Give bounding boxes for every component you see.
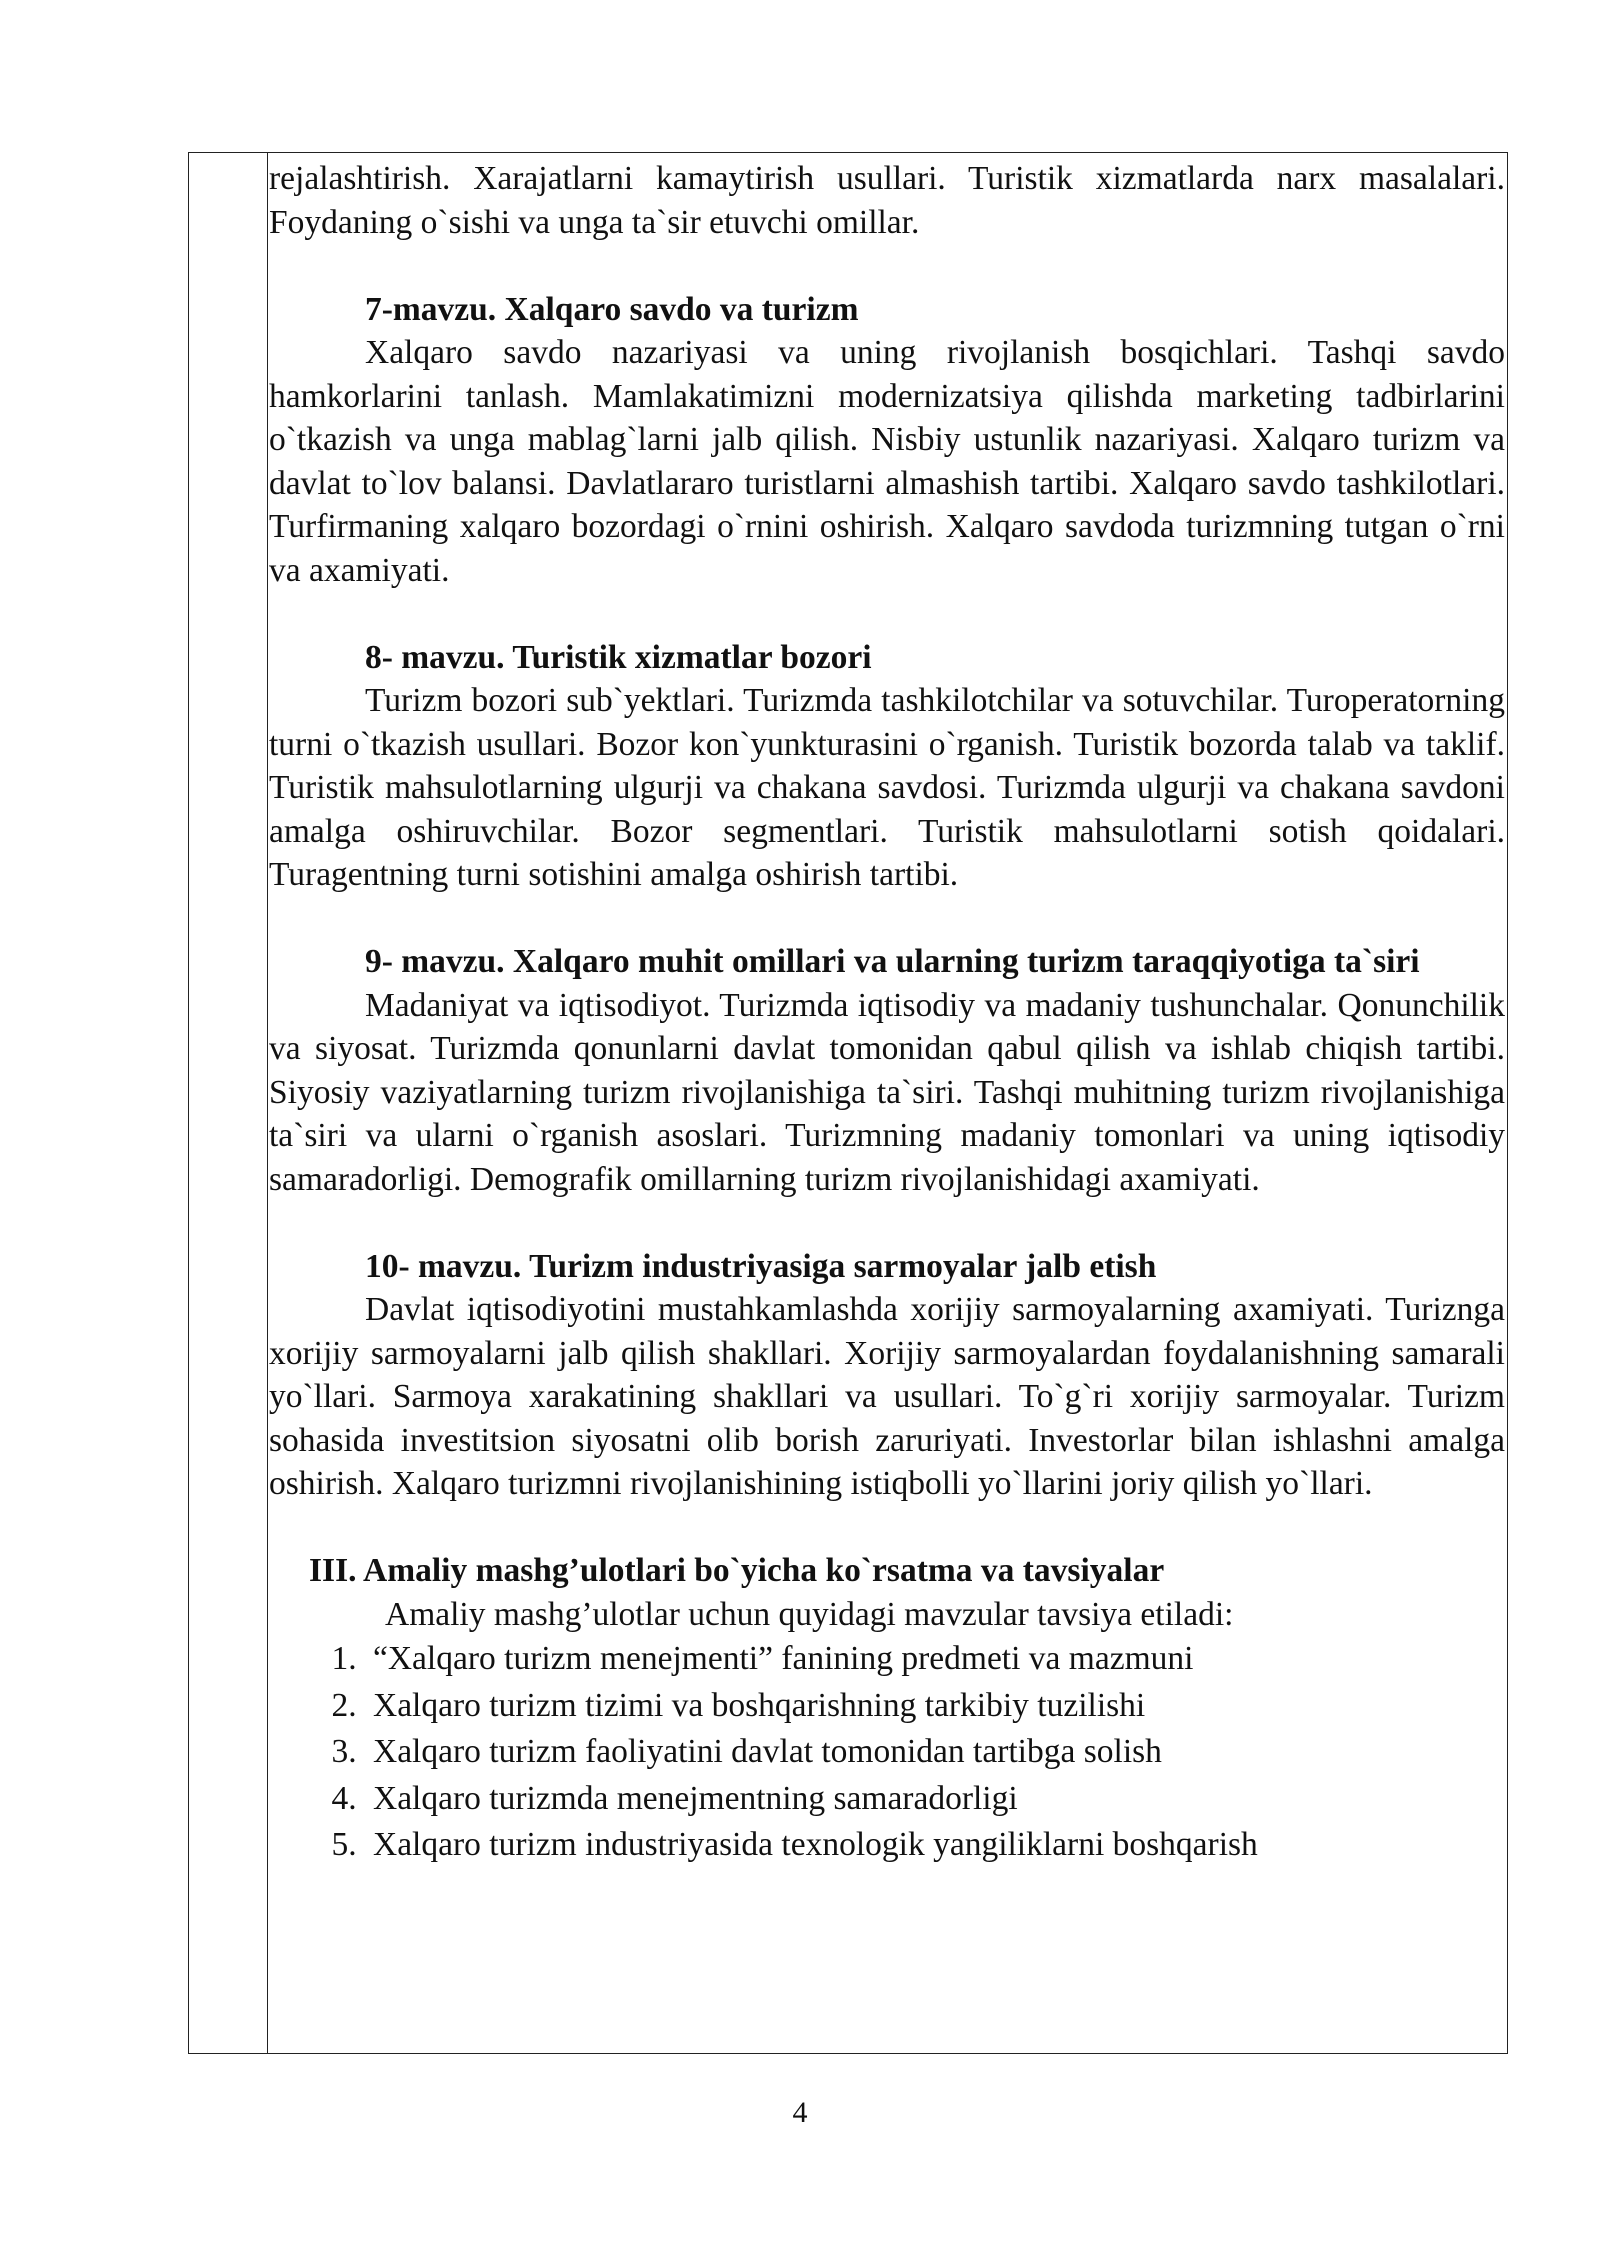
topic-title-9: 9- mavzu. Xalqaro muhit omillari va ularning turizm taraqqiyotiga ta`siri — [365, 943, 1420, 980]
topic-body-10: Davlat iqtisodiyotini mustahkamlashda xorijiy sarmoyalarning axamiyati. Turiznga xorijiy sarmoyalarni jalb qilish shakllari. Xorijiy sarmoyalardan foydalanishning samarali yo`llari. Sarmoya xarakatining shakllari va usullari. To`g`ri xorijiy sarmoyalar. Turizm sohasida investitsion siyosatni olib borish zaruriyati. Investorlar bilan ishlashni amalga oshirish. Xalqaro turizmni rivojlanishining istiqbolli yo`llarini joriy qilish yo`llari. — [269, 1291, 1505, 1502]
topic-title-10: 10- mavzu. Turizm industriyasiga sarmoyalar jalb etish — [365, 1247, 1157, 1285]
topic-title-7: 7-mavzu. Xalqaro savdo va turizm — [365, 290, 859, 328]
list-item: 4. Xalqaro turizmda menejmentning samaradorligi — [365, 1776, 1505, 1823]
practical-topics-list — [269, 1636, 1505, 1869]
table-left-column — [189, 153, 268, 2053]
continuation-paragraph: rejalashtirish. Xarajatlarni kamaytirish usullari. Turistik xizmatlarda narx masalalari. Foydaning o`sishi va unga ta`sir etuvchi omillar. — [269, 160, 1505, 241]
topic-body-9: Madaniyat va iqtisodiyot. Turizmda iqtisodiy va madaniy tushunchalar. Qonunchilik va siyosat. Turizmda qonunlarni davlat tomonidan qabul qilish va ishlab chiqish tartibi. Siyosiy vaziyatlarning turizm rivojlanishiga ta`siri. Tashqi muhitning turizm rivojlanishiga ta`siri va ularni o`rganish asoslari. Turizmning madaniy tomonlari va uning iqtisodiy samaradorligi. Demografik omillarning turizm rivojlanishidagi axamiyati. — [269, 986, 1505, 1198]
content-table — [188, 152, 1508, 2054]
list-item: 2. Xalqaro turizm tizimi va boshqarishning tarkibiy tuzilishi — [365, 1683, 1505, 1730]
topic-body-8: Turizm bozori sub`yektlari. Turizmda tashkilotchilar va sotuvchilar. Turoperatorning turni o`tkazish usullari. Bozor kon`yunkturasini o`rganish. Turistik bozorda talab va taklif. Turistik mahsulotlarning ulgurji va chakana savdosi. Turizmda ulgurji va chakana savdoni amalga oshiruvchilar. Bozor segmentlari. Turistik mahsulotlarni sotish qoidalari. Turagentning turni sotishini amalga oshirish tartibi. — [269, 682, 1505, 893]
section-intro: Amaliy mashg’ulotlar uchun quyidagi mavzular tavsiya etiladi: — [385, 1595, 1234, 1633]
list-item: 3. Xalqaro turizm faoliyatini davlat tomonidan tartibga solish — [365, 1729, 1505, 1776]
topic-title-8: 8- mavzu. Turistik xizmatlar bozori — [365, 638, 872, 676]
page-number: 4 — [792, 2096, 808, 2129]
section-title: III. Amaliy mashg’ulotlari bo`yicha ko`rsatma va tavsiyalar — [309, 1552, 1165, 1589]
table-content-cell — [269, 157, 1505, 1869]
list-item: 5. Xalqaro turizm industriyasida texnologik yangiliklarni boshqarish — [365, 1822, 1505, 1869]
topic-body-7: Xalqaro savdo nazariyasi va uning rivojlanish bosqichlari. Tashqi savdo hamkorlarini tanlash. Mamlakatimizni modernizatsiya qilishda marketing tadbirlarini o`tkazish va unga mablag`larni jalb qilish. Nisbiy ustunlik nazariyasi. Xalqaro turizm va davlat to`lov balansi. Davlatlararo turistlarni almashish tartibi. Xalqaro savdo tashkilotlari. Turfirmaning xalqaro bozordagi o`rnini oshirish. Xalqaro savdoda turizmning tutgan o`rni va axamiyati. — [269, 334, 1505, 589]
list-item: 1. “Xalqaro turizm menejmenti” fanining predmeti va mazmuni — [365, 1636, 1505, 1683]
